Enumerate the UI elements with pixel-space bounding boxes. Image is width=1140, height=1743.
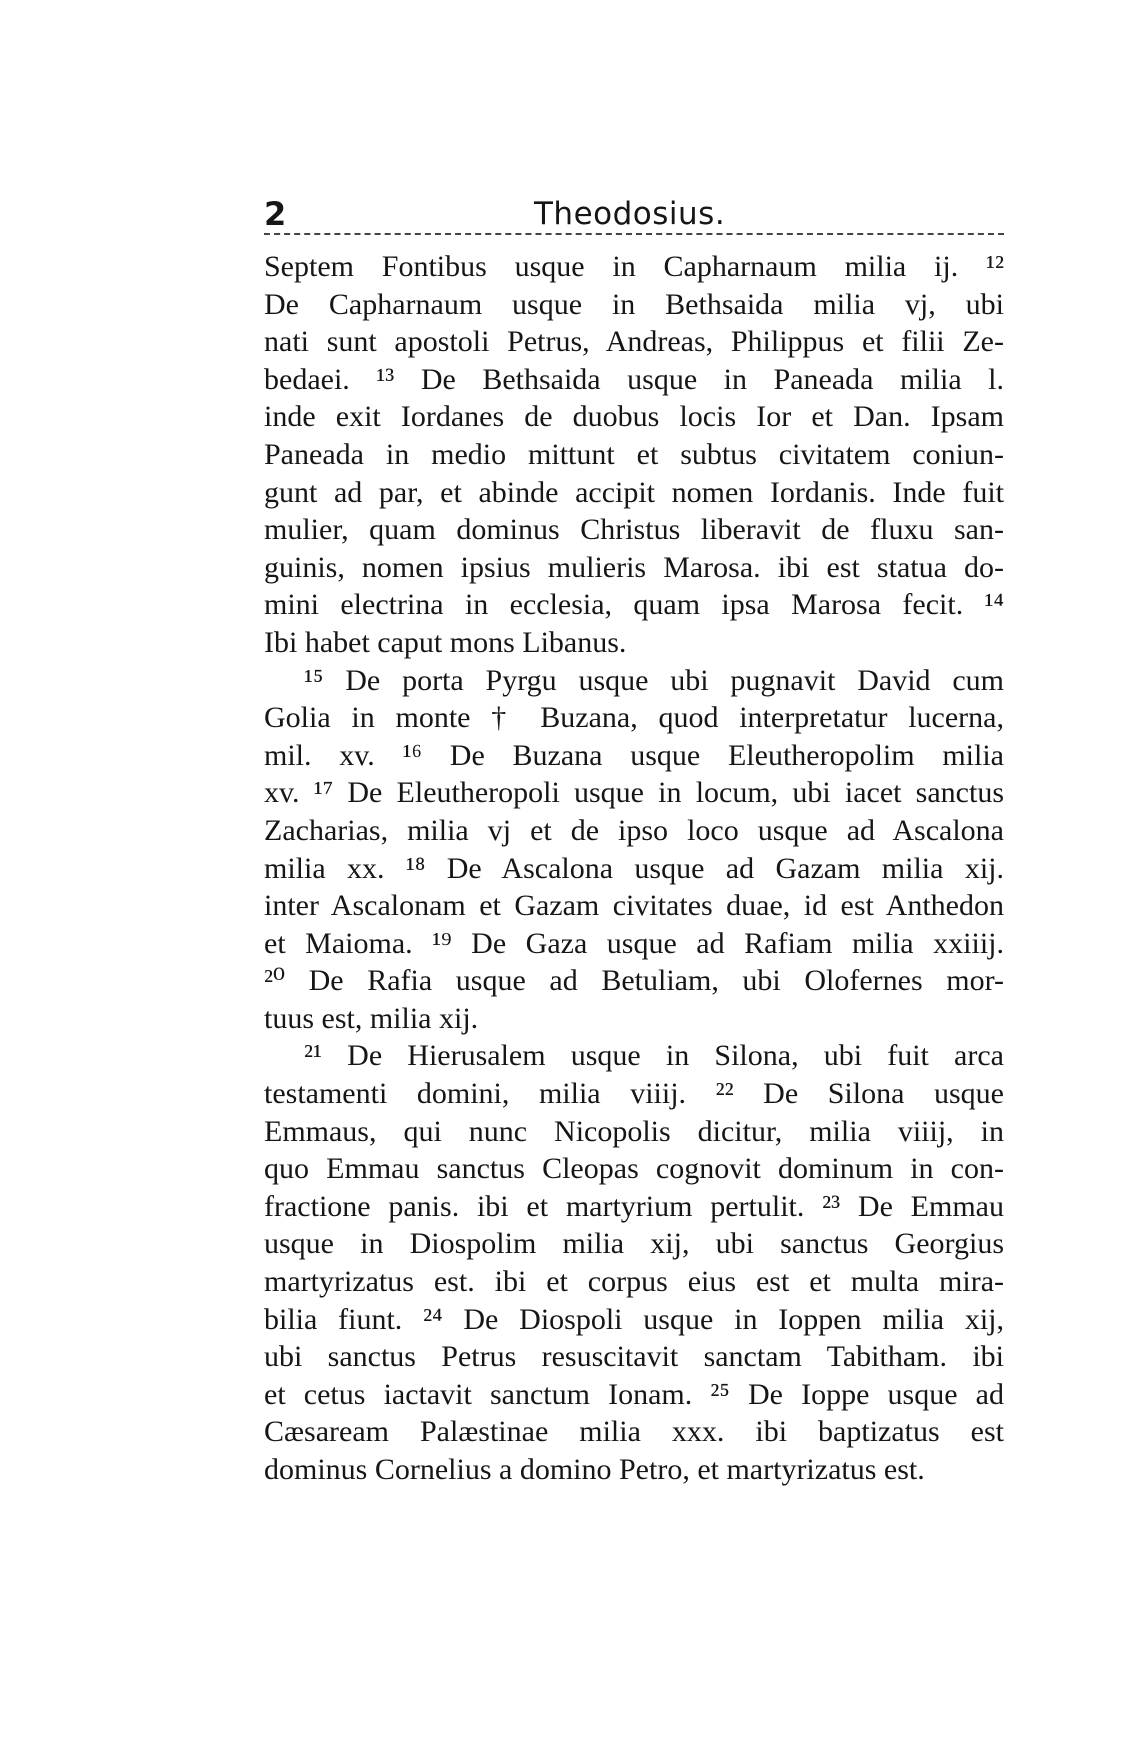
text-line: mulier, quam dominus Christus liberavit de fluxu san- [264,513,1004,547]
text-line: guinis, nomen ipsius mulieris Marosa. ibi est statua do- [264,550,1004,584]
text-line: milia xx. ¹⁸ De Ascalona usque ad Gazam milia xij. [264,851,1004,885]
text-line: xv. ¹⁷ De Eleutheropoli usque in locum, ubi iacet sanctus [264,776,1004,810]
text-line: Septem Fontibus usque in Capharnaum milia ij. ¹² [264,250,1004,283]
text-line: bedaei. ¹³ De Bethsaida usque in Paneada milia l. [264,362,1004,396]
text-line: mini electrina in ecclesia, quam ipsa Marosa fecit. ¹⁴ [264,588,1004,622]
text-line: gunt ad par, et abinde accipit nomen Iordanis. Inde fuit [264,475,1004,509]
text-line: Ibi habet caput mons Libanus. [264,625,627,659]
text-line: et cetus iactavit sanctum Ionam. ²⁵ De Ioppe usque ad [264,1377,1004,1411]
page-number: 2 [264,195,287,233]
text-line: fractione panis. ibi et martyrium pertulit. ²³ De Emmau [264,1189,1004,1223]
text-line: et Maioma. ¹⁹ De Gaza usque ad Rafiam milia xxiiij. [264,926,1004,960]
text-line: tuus est, milia xij. [264,1001,479,1035]
text-line: ²⁰ De Rafia usque ad Betuliam, ubi Olofernes mor- [264,964,1004,998]
text-line: testamenti domini, milia viiij. ²² De Silona usque [264,1077,1004,1111]
text-line: Cæsaream Palæstinae milia xxx. ibi baptizatus est [264,1415,1004,1449]
text-line: bilia fiunt. ²⁴ De Diospoli usque in Ioppen milia xij, [264,1302,1004,1336]
text-line: nati sunt apostoli Petrus, Andreas, Philippus et filii Ze- [264,325,1004,359]
text-line: ubi sanctus Petrus resuscitavit sanctam Tabitham. ibi [264,1340,1004,1374]
body-text [264,248,1004,1489]
text-line: Zacharias, milia vj et de ipso loco usque ad Ascalona [264,813,1004,847]
text-line: martyrizatus est. ibi et corpus eius est et multa mira- [264,1265,1004,1299]
text-line: Golia in monte † Buzana, quod interpretatur lucerna, [264,701,1004,735]
text-line: mil. xv. ¹⁶ De Buzana usque Eleutheropolim milia [264,738,1004,772]
header-rule [264,233,1004,235]
running-title: Theodosius. [534,196,726,232]
text-line: ¹⁵ De porta Pyrgu usque ubi pugnavit David cum [304,663,1004,697]
text-line: De Capharnaum usque in Bethsaida milia vj, ubi [264,287,1004,321]
text-line: dominus Cornelius a domino Petro, et martyrizatus est. [264,1453,925,1486]
text-line: quo Emmau sanctus Cleopas cognovit dominum in con- [264,1152,1004,1186]
text-line: Paneada in medio mittunt et subtus civitatem coniun- [264,437,1004,471]
text-line: inde exit Iordanes de duobus locis Ior et Dan. Ipsam [264,400,1004,434]
text-line: usque in Diospolim milia xij, ubi sanctus Georgius [264,1227,1004,1261]
text-line: Emmaus, qui nunc Nicopolis dicitur, milia viiij, in [264,1114,1004,1148]
text-line: inter Ascalonam et Gazam civitates duae, id est Anthedon [264,889,1004,923]
page-header [264,194,1004,234]
text-line: ²¹ De Hierusalem usque in Silona, ubi fuit arca [304,1039,1004,1073]
